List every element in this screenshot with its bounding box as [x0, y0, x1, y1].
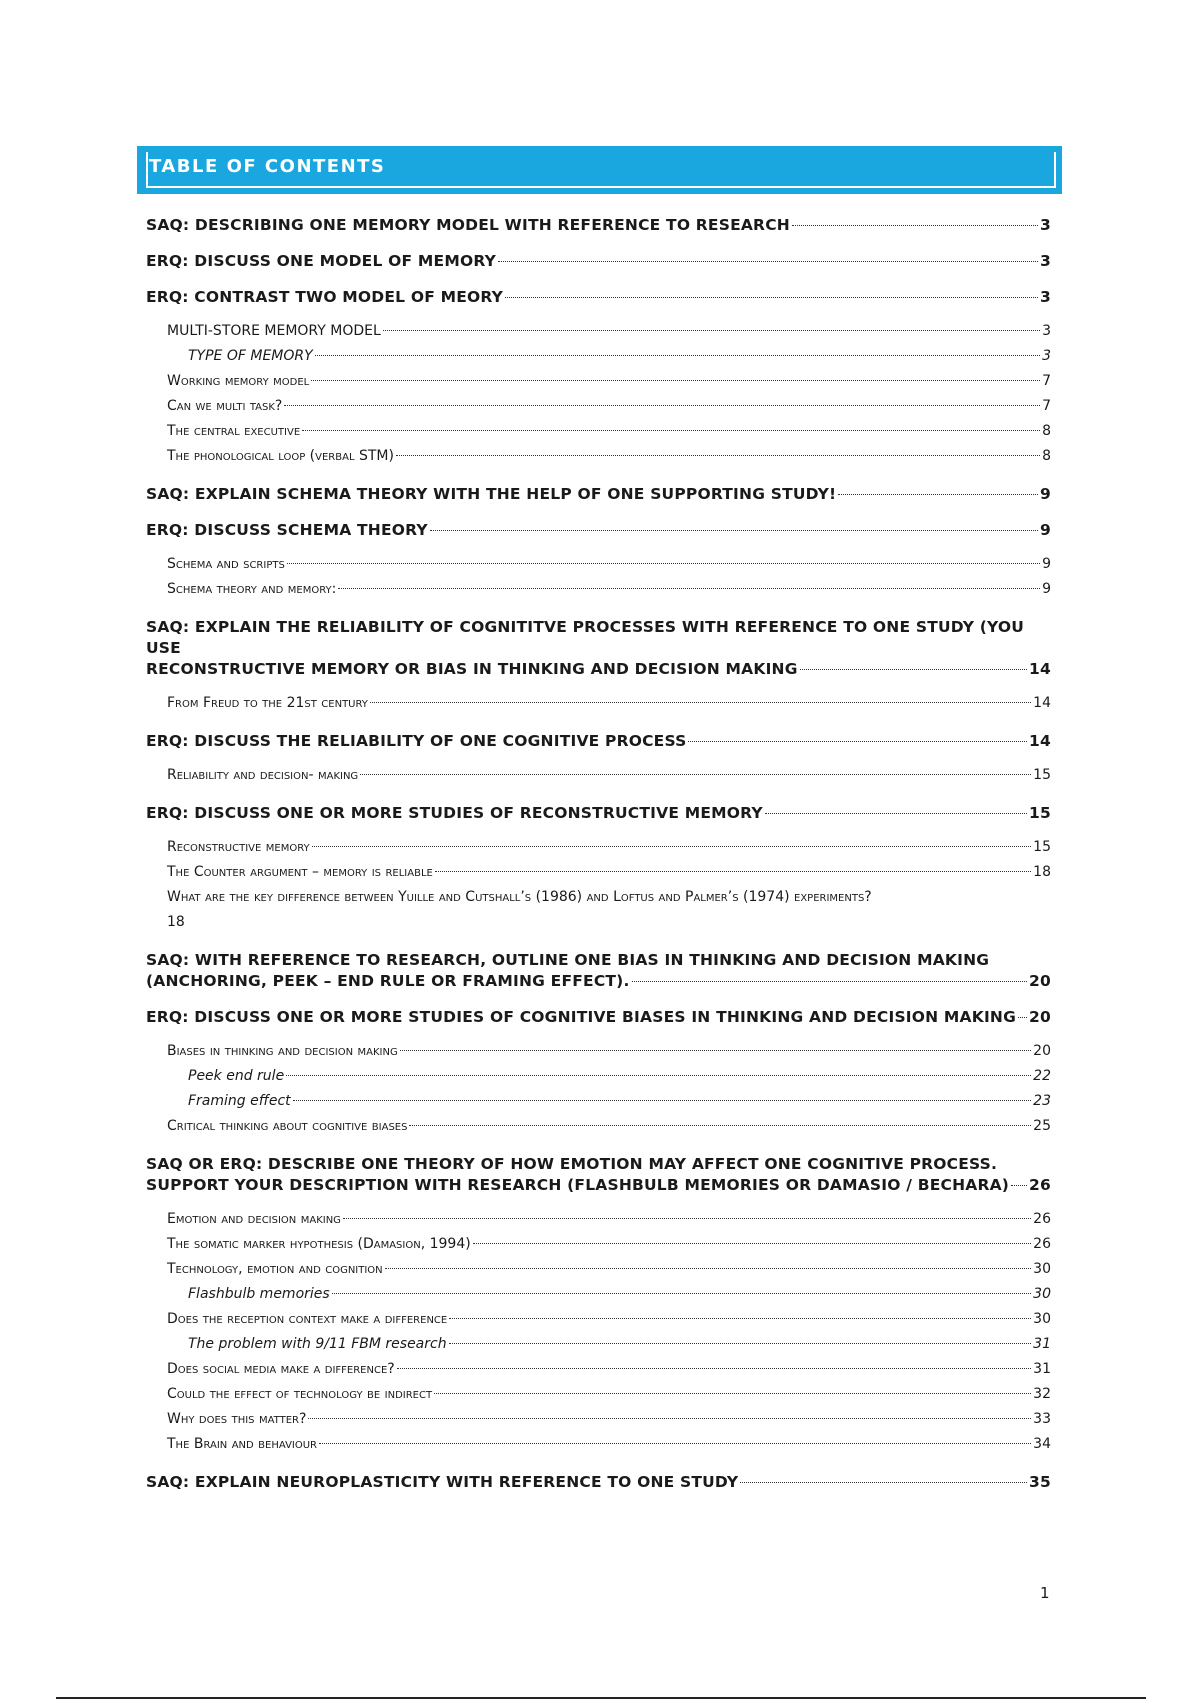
footer-rule: [56, 1697, 1146, 1699]
toc-entry-page: 20: [1029, 972, 1051, 990]
toc-entry-page: 31: [1033, 1361, 1051, 1377]
toc-entry-page: 26: [1033, 1211, 1051, 1227]
toc-entry-line: [167, 860, 1051, 885]
toc-entry[interactable]: [167, 860, 1051, 885]
toc-entry[interactable]: [167, 1257, 1051, 1282]
toc-entry[interactable]: [146, 251, 1051, 272]
toc-entry-title: Why does this matter?: [167, 1411, 307, 1427]
toc-entry-line: [146, 520, 1051, 541]
toc-entry-line: [167, 1207, 1051, 1232]
toc-entry-line: [167, 835, 1051, 860]
toc-entry-line: [167, 1382, 1051, 1407]
toc-entry-title: SAQ: EXPLAIN NEUROPLASTICITY WITH REFERENCE TO ONE STUDY: [146, 1473, 739, 1491]
dot-leader: [385, 1268, 1032, 1269]
toc-entry-page: 30: [1033, 1311, 1051, 1327]
toc-entry-page: 14: [1033, 695, 1051, 711]
toc-entry-page: 18: [167, 914, 185, 930]
dot-leader: [302, 430, 1040, 431]
toc-entry-page: 3: [1042, 348, 1051, 364]
toc-entry-page: 3: [1042, 323, 1051, 339]
toc-entry[interactable]: [188, 1089, 1051, 1114]
toc-entry-title-line1: SAQ: WITH REFERENCE TO RESEARCH, OUTLINE ONE BIAS IN THINKING AND DECISION MAKING: [146, 951, 990, 969]
toc-entry-title: SUPPORT YOUR DESCRIPTION WITH RESEARCH (FLASHBULB MEMORIES OR DAMASIO / BECHARA): [146, 1176, 1010, 1194]
toc-entry[interactable]: [188, 344, 1051, 369]
toc-entry-line: [188, 1064, 1051, 1089]
toc-entry-line: [188, 344, 1051, 369]
toc-entry-page: 18: [1033, 864, 1051, 880]
toc-entry[interactable]: [167, 835, 1051, 860]
toc-entry[interactable]: [146, 484, 1051, 505]
toc-entry-line: [146, 484, 1051, 505]
toc-entry-page: 8: [1042, 448, 1051, 464]
toc-entry-line: [167, 419, 1051, 444]
toc-entry-title-line1: SAQ OR ERQ: DESCRIBE ONE THEORY OF HOW EMOTION MAY AFFECT ONE COGNITIVE PROCESS.: [146, 1155, 998, 1173]
dot-leader: [792, 225, 1038, 226]
toc-entry[interactable]: [188, 1332, 1051, 1357]
toc-entry-line: [146, 287, 1051, 308]
toc-entry-line: [167, 394, 1051, 419]
dot-leader: [1018, 1017, 1027, 1018]
toc-entry-line: [167, 1432, 1051, 1457]
dot-leader: [434, 1393, 1031, 1394]
toc-entry-page: 8: [1042, 423, 1051, 439]
toc-entry-page: 7: [1042, 373, 1051, 389]
toc-entry-line: [146, 1007, 1051, 1028]
toc-entry-line: [146, 971, 1051, 992]
toc-entry-page: 7: [1042, 398, 1051, 414]
toc-entry-title-line1: SAQ: EXPLAIN THE RELIABILITY OF COGNITITVE PROCESSES WITH REFERENCE TO ONE STUDY (YOU USE: [146, 618, 1025, 657]
toc-entry-line: [188, 1089, 1051, 1114]
toc-entry[interactable]: [146, 803, 1051, 824]
toc-entry[interactable]: [167, 885, 1051, 935]
toc-entry-page: 22: [1033, 1068, 1051, 1084]
dot-leader: [338, 588, 1040, 589]
dot-leader: [284, 405, 1040, 406]
dot-leader: [319, 1443, 1031, 1444]
toc-entry[interactable]: [167, 1232, 1051, 1257]
toc-entry-page: 3: [1040, 288, 1051, 306]
toc-entry-title: The Brain and behaviour: [167, 1436, 318, 1452]
toc-entry-title: ERQ: DISCUSS ONE OR MORE STUDIES OF RECONSTRUCTIVE MEMORY: [146, 804, 763, 822]
toc-entry[interactable]: [167, 1382, 1051, 1407]
toc-entry-title: Critical thinking about cognitive biases: [167, 1118, 408, 1134]
toc-entry-title: (ANCHORING, PEEK – END RULE OR FRAMING EFFECT).: [146, 972, 630, 990]
toc-entry-line: [167, 1257, 1051, 1282]
toc-entry-title: ERQ: DISCUSS ONE OR MORE STUDIES OF COGNITIVE BIASES IN THINKING AND DECISION MAKING: [146, 1008, 1017, 1026]
toc-entry-title: SAQ: DESCRIBING ONE MEMORY MODEL WITH REFERENCE TO RESEARCH: [146, 216, 790, 234]
dot-leader: [688, 741, 1027, 742]
toc-entry-line: [167, 691, 1051, 716]
toc-entry-title: SAQ: EXPLAIN SCHEMA THEORY WITH THE HELP OF ONE SUPPORTING STUDY!: [146, 485, 837, 503]
toc-entry-line: [146, 215, 1051, 236]
toc-entry-title: MULTI-STORE MEMORY MODEL: [167, 323, 381, 339]
toc-entry[interactable]: [167, 369, 1051, 394]
toc-entry-title: Emotion and decision making: [167, 1211, 341, 1227]
toc-entry[interactable]: [167, 1357, 1051, 1382]
toc-entry-title: TYPE OF MEMORY: [188, 348, 313, 364]
toc-entry-title: Framing effect: [188, 1093, 291, 1109]
dot-leader: [1011, 1185, 1027, 1186]
toc-entry-line: [167, 1039, 1051, 1064]
toc-entry-title: Peek end rule: [188, 1068, 285, 1084]
toc-entry-page: 3: [1040, 216, 1051, 234]
toc-entry[interactable]: [146, 1007, 1051, 1028]
toc-entry-page: 14: [1029, 732, 1051, 750]
dot-leader: [312, 846, 1032, 847]
toc-entry-title: Schema theory and memory:: [167, 581, 337, 597]
dot-leader: [505, 297, 1038, 298]
toc-entry[interactable]: [167, 319, 1051, 344]
dot-leader: [370, 702, 1031, 703]
toc-entry-line: [167, 910, 1051, 935]
toc-entry-page: 14: [1029, 660, 1051, 678]
toc-entry-line: [146, 731, 1051, 752]
dot-leader: [308, 1418, 1031, 1419]
table-of-contents: [146, 215, 1051, 1493]
toc-entry[interactable]: [146, 287, 1051, 308]
toc-title: TABLE OF CONTENTS: [149, 156, 386, 177]
toc-entry[interactable]: [146, 1154, 1051, 1196]
toc-entry-line: [167, 1232, 1051, 1257]
dot-leader: [473, 1243, 1031, 1244]
dot-leader: [343, 1218, 1031, 1219]
toc-entry[interactable]: [167, 444, 1051, 469]
toc-entry-line: [146, 659, 1051, 680]
toc-entry-page: 30: [1033, 1261, 1051, 1277]
toc-entry-line: [146, 251, 1051, 272]
dot-leader: [360, 774, 1031, 775]
toc-entry-page: 9: [1042, 581, 1051, 597]
toc-entry[interactable]: [146, 731, 1051, 752]
toc-entry-page: 30: [1033, 1286, 1051, 1302]
toc-entry-page: 9: [1042, 556, 1051, 572]
toc-entry-title: Reliability and decision- making: [167, 767, 359, 783]
dot-leader: [449, 1318, 1031, 1319]
dot-leader: [435, 871, 1031, 872]
toc-entry-page: 15: [1029, 804, 1051, 822]
dot-leader: [396, 455, 1040, 456]
toc-entry-line: [167, 577, 1051, 602]
toc-entry-page: 25: [1033, 1118, 1051, 1134]
toc-entry-line: [167, 1307, 1051, 1332]
toc-entry-line: [146, 803, 1051, 824]
toc-entry[interactable]: [167, 1114, 1051, 1139]
toc-entry-page: 9: [1040, 521, 1051, 539]
toc-entry-title: ERQ: CONTRAST TWO MODEL OF MEORY: [146, 288, 504, 306]
dot-leader: [293, 1100, 1032, 1101]
toc-entry-title: RECONSTRUCTIVE MEMORY OR BIAS IN THINKING AND DECISION MAKING: [146, 660, 798, 678]
toc-entry-line: [167, 1407, 1051, 1432]
toc-entry-title: Could the effect of technology be indirect: [167, 1386, 433, 1402]
toc-entry-page: 32: [1033, 1386, 1051, 1402]
toc-entry-page: 3: [1040, 252, 1051, 270]
page-number: 1: [1040, 1584, 1050, 1602]
toc-entry[interactable]: [167, 1307, 1051, 1332]
toc-entry[interactable]: [188, 1064, 1051, 1089]
dot-leader: [449, 1343, 1032, 1344]
toc-entry[interactable]: [167, 577, 1051, 602]
dot-leader: [498, 261, 1038, 262]
toc-entry-title: Technology, emotion and cognition: [167, 1261, 383, 1277]
toc-entry-title: ERQ: DISCUSS ONE MODEL OF MEMORY: [146, 252, 497, 270]
toc-entry-page: 34: [1033, 1436, 1051, 1452]
toc-entry-line: [188, 1332, 1051, 1357]
toc-entry[interactable]: [167, 1039, 1051, 1064]
toc-entry[interactable]: [167, 552, 1051, 577]
toc-entry-line: [167, 763, 1051, 788]
toc-entry-line: [188, 1282, 1051, 1307]
toc-entry-title: Does the reception context make a difference: [167, 1311, 448, 1327]
dot-leader: [383, 330, 1040, 331]
toc-entry-title: The phonological loop (verbal STM): [167, 448, 394, 464]
dot-leader: [400, 1050, 1031, 1051]
dot-leader: [740, 1482, 1027, 1483]
toc-entry-title-line1: What are the key difference between Yuille and Cutshall’s (1986) and Loftus and Palmer’s (1974) experiments?: [167, 889, 872, 905]
toc-entry-title: ERQ: DISCUSS SCHEMA THEORY: [146, 521, 428, 539]
toc-entry-page: 23: [1033, 1093, 1051, 1109]
toc-entry-line: [167, 1357, 1051, 1382]
toc-entry-line: [146, 1175, 1051, 1196]
toc-entry-title: The problem with 9/11 FBM research: [188, 1336, 447, 1352]
toc-entry-page: 15: [1033, 839, 1051, 855]
toc-entry-page: 20: [1029, 1008, 1051, 1026]
dot-leader: [286, 1075, 1031, 1076]
toc-header-banner: [137, 146, 1062, 194]
toc-entry[interactable]: [167, 1432, 1051, 1457]
toc-entry-title: The central executive: [167, 423, 301, 439]
dot-leader: [332, 1293, 1031, 1294]
toc-entry-line: [167, 1114, 1051, 1139]
toc-entry[interactable]: [167, 394, 1051, 419]
toc-entry[interactable]: [146, 215, 1051, 236]
toc-entry-title: Can we multi task?: [167, 398, 283, 414]
toc-entry-title: Biases in thinking and decision making: [167, 1043, 398, 1059]
toc-entry-title: Flashbulb memories: [188, 1286, 330, 1302]
dot-leader: [311, 380, 1040, 381]
toc-entry[interactable]: [167, 1407, 1051, 1432]
dot-leader: [765, 813, 1027, 814]
dot-leader: [397, 1368, 1031, 1369]
dot-leader: [287, 563, 1040, 564]
toc-entry[interactable]: [146, 1472, 1051, 1493]
toc-entry-page: 26: [1033, 1236, 1051, 1252]
toc-entry-title: ERQ: DISCUSS THE RELIABILITY OF ONE COGNITIVE PROCESS: [146, 732, 687, 750]
toc-entry[interactable]: [146, 950, 1051, 992]
toc-entry-page: 20: [1033, 1043, 1051, 1059]
toc-entry-page: 26: [1029, 1176, 1051, 1194]
toc-entry[interactable]: [167, 419, 1051, 444]
toc-entry-page: 33: [1033, 1411, 1051, 1427]
toc-entry-title: The Counter argument – memory is reliable: [167, 864, 433, 880]
toc-entry-title: Does social media make a difference?: [167, 1361, 395, 1377]
toc-entry-title: Reconstructive memory: [167, 839, 310, 855]
dot-leader: [409, 1125, 1031, 1126]
toc-entry-title: The somatic marker hypothesis (Damasion, 1994): [167, 1236, 471, 1252]
toc-entry[interactable]: [146, 520, 1051, 541]
toc-entry-line: [167, 552, 1051, 577]
toc-entry-title: Working memory model: [167, 373, 310, 389]
toc-entry[interactable]: [188, 1282, 1051, 1307]
toc-entry-title: Schema and scripts: [167, 556, 285, 572]
toc-entry[interactable]: [167, 691, 1051, 716]
dot-leader: [800, 669, 1027, 670]
toc-entry[interactable]: [167, 763, 1051, 788]
toc-entry-page: 31: [1033, 1336, 1051, 1352]
toc-entry-line: [167, 319, 1051, 344]
toc-entry-page: 15: [1033, 767, 1051, 783]
dot-leader: [315, 355, 1040, 356]
toc-entry-page: 35: [1029, 1473, 1051, 1491]
dot-leader: [838, 494, 1038, 495]
dot-leader: [430, 530, 1038, 531]
dot-leader: [632, 981, 1027, 982]
toc-entry[interactable]: [167, 1207, 1051, 1232]
toc-entry-line: [167, 369, 1051, 394]
toc-entry-line: [146, 1472, 1051, 1493]
toc-entry-title: From Freud to the 21st century: [167, 695, 368, 711]
toc-entry-page: 9: [1040, 485, 1051, 503]
toc-entry[interactable]: [146, 617, 1051, 680]
toc-entry-line: [167, 444, 1051, 469]
